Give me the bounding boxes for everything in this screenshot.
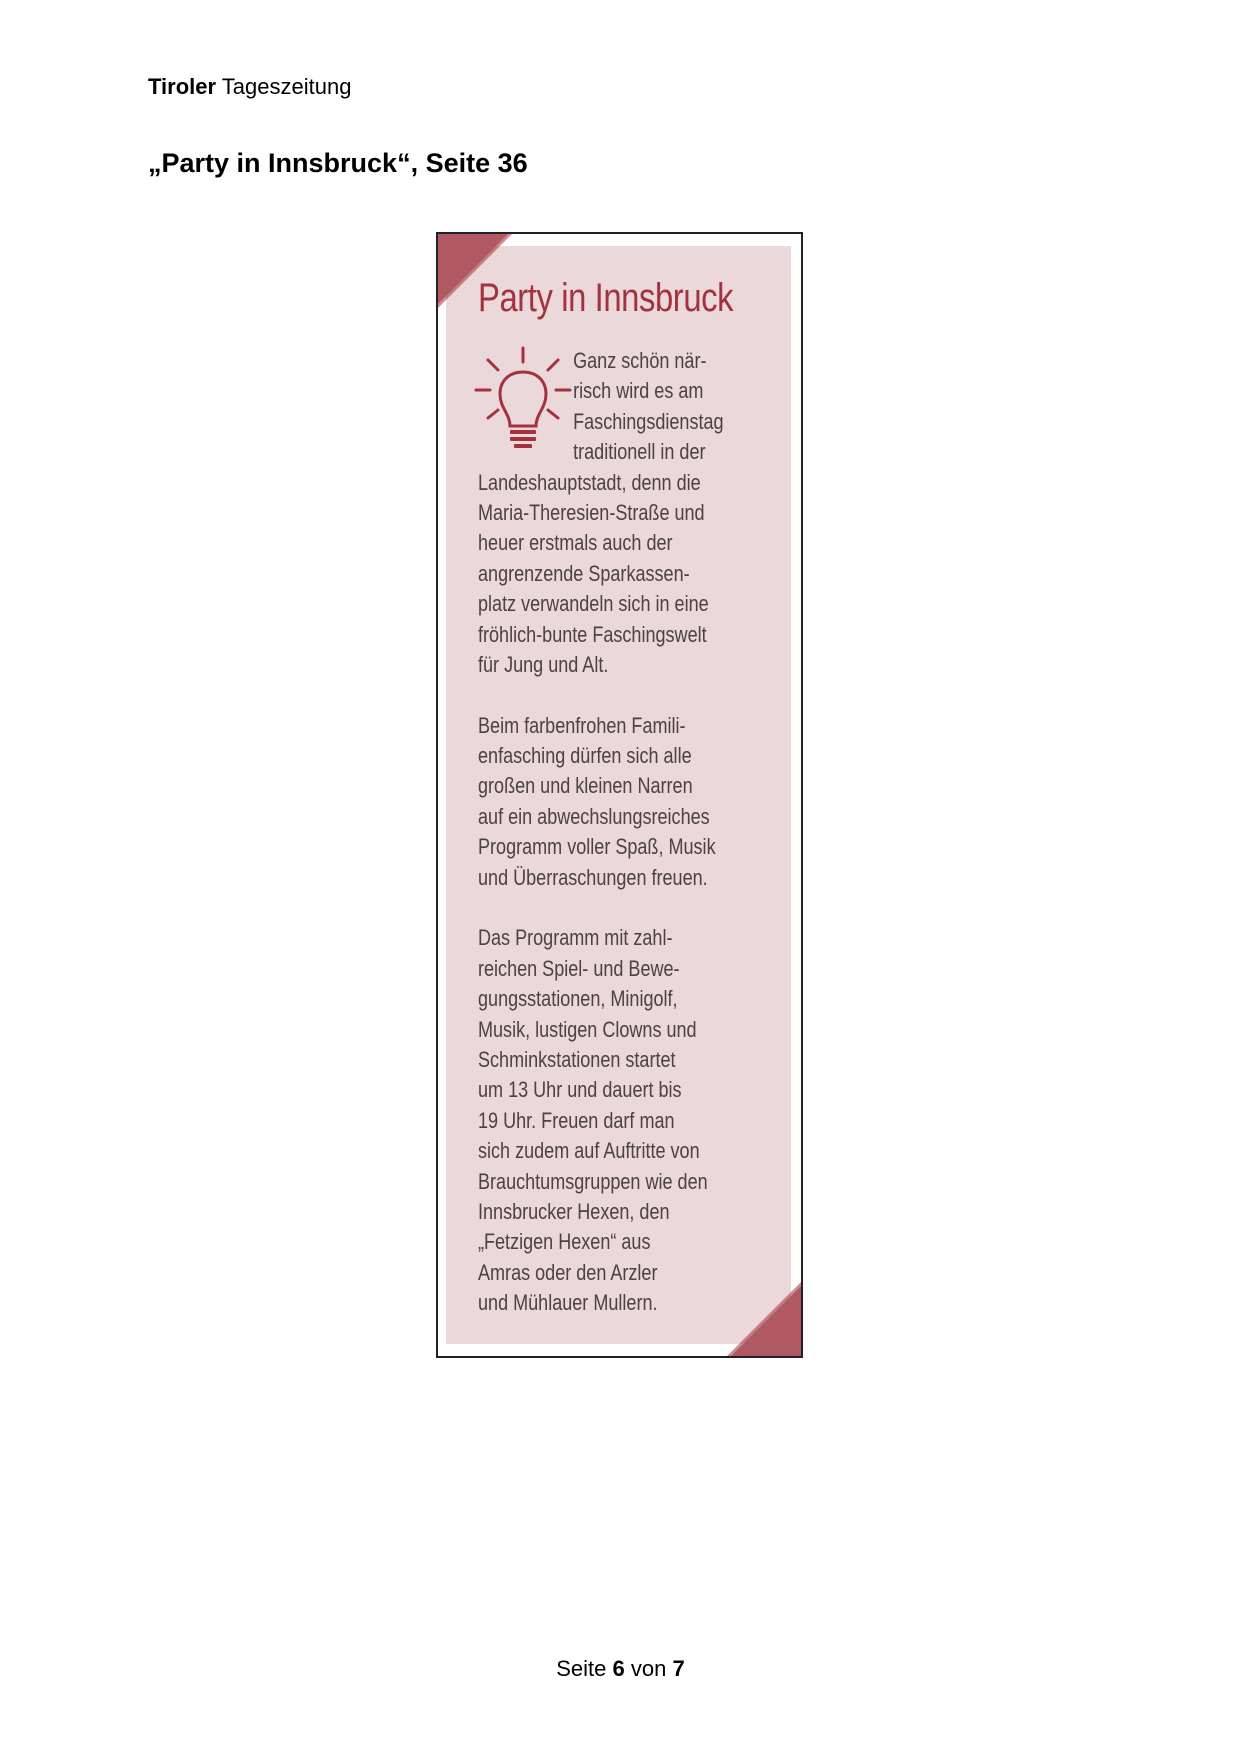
clipping-headline: Party in Innsbruck — [478, 276, 734, 320]
text-line: für Jung und Alt. — [478, 651, 609, 677]
text-line: „Fetzigen Hexen“ aus — [478, 1229, 651, 1255]
text-line: risch wird es am — [573, 378, 704, 404]
footer-page-number: 6 — [612, 1656, 625, 1681]
text-line: Maria-Theresien-Straße und — [478, 499, 705, 525]
text-line: traditionell in der — [573, 439, 706, 465]
text-line: enfasching dürfen sich alle — [478, 743, 692, 769]
text-line: Amras oder den Arzler — [478, 1259, 658, 1285]
text-line: großen und kleinen Narren — [478, 773, 693, 799]
text-line: Faschingsdienstag — [573, 408, 724, 434]
clipping-body — [478, 346, 773, 1319]
text-line: Ganz schön när- — [573, 348, 707, 373]
newspaper-name-rest: Tageszeitung — [221, 74, 352, 99]
page-footer — [0, 1656, 1241, 1682]
text-line: Beim farbenfrohen Famili- — [478, 712, 686, 738]
footer-middle: von — [630, 1656, 667, 1681]
text-line: heuer erstmals auch der — [478, 530, 673, 556]
text-line: sich zudem auf Auftritte von — [478, 1138, 700, 1164]
text-line: Programm voller Spaß, Musik — [478, 834, 716, 860]
text-line: 19 Uhr. Freuen darf man — [478, 1107, 675, 1133]
text-line: Innsbrucker Hexen, den — [478, 1198, 670, 1224]
footer-prefix: Seite — [556, 1656, 607, 1681]
paragraph-gap — [478, 893, 773, 923]
document-title: „Party in Innsbruck“, Seite 36 — [148, 148, 528, 178]
footer-total-pages: 7 — [672, 1656, 685, 1681]
text-line: Musik, lustigen Clowns und — [478, 1016, 697, 1042]
text-line: reichen Spiel- und Bewe- — [478, 955, 680, 981]
newspaper-clipping — [436, 232, 803, 1358]
text-line: angrenzende Sparkassen- — [478, 560, 690, 586]
newspaper-name-bold: Tiroler — [148, 74, 217, 99]
text-line: Landeshauptstadt, denn die — [478, 469, 701, 495]
text-line: und Überraschungen freuen. — [478, 864, 708, 890]
text-line: und Mühlauer Mullern. — [478, 1290, 658, 1316]
text-line: platz verwandeln sich in eine — [478, 591, 709, 617]
text-line: gungsstationen, Minigolf, — [478, 986, 678, 1012]
text-line: Schminkstationen startet — [478, 1046, 676, 1072]
text-line: auf ein abwechslungsreiches — [478, 803, 710, 829]
text-line: Das Programm mit zahl- — [478, 925, 673, 951]
text-line: Brauchtumsgruppen wie den — [478, 1168, 708, 1194]
text-line: um 13 Uhr und dauert bis — [478, 1077, 682, 1103]
text-line: fröhlich-bunte Faschingswelt — [478, 621, 707, 647]
newspaper-source — [148, 74, 351, 100]
paragraph-gap — [478, 680, 773, 710]
